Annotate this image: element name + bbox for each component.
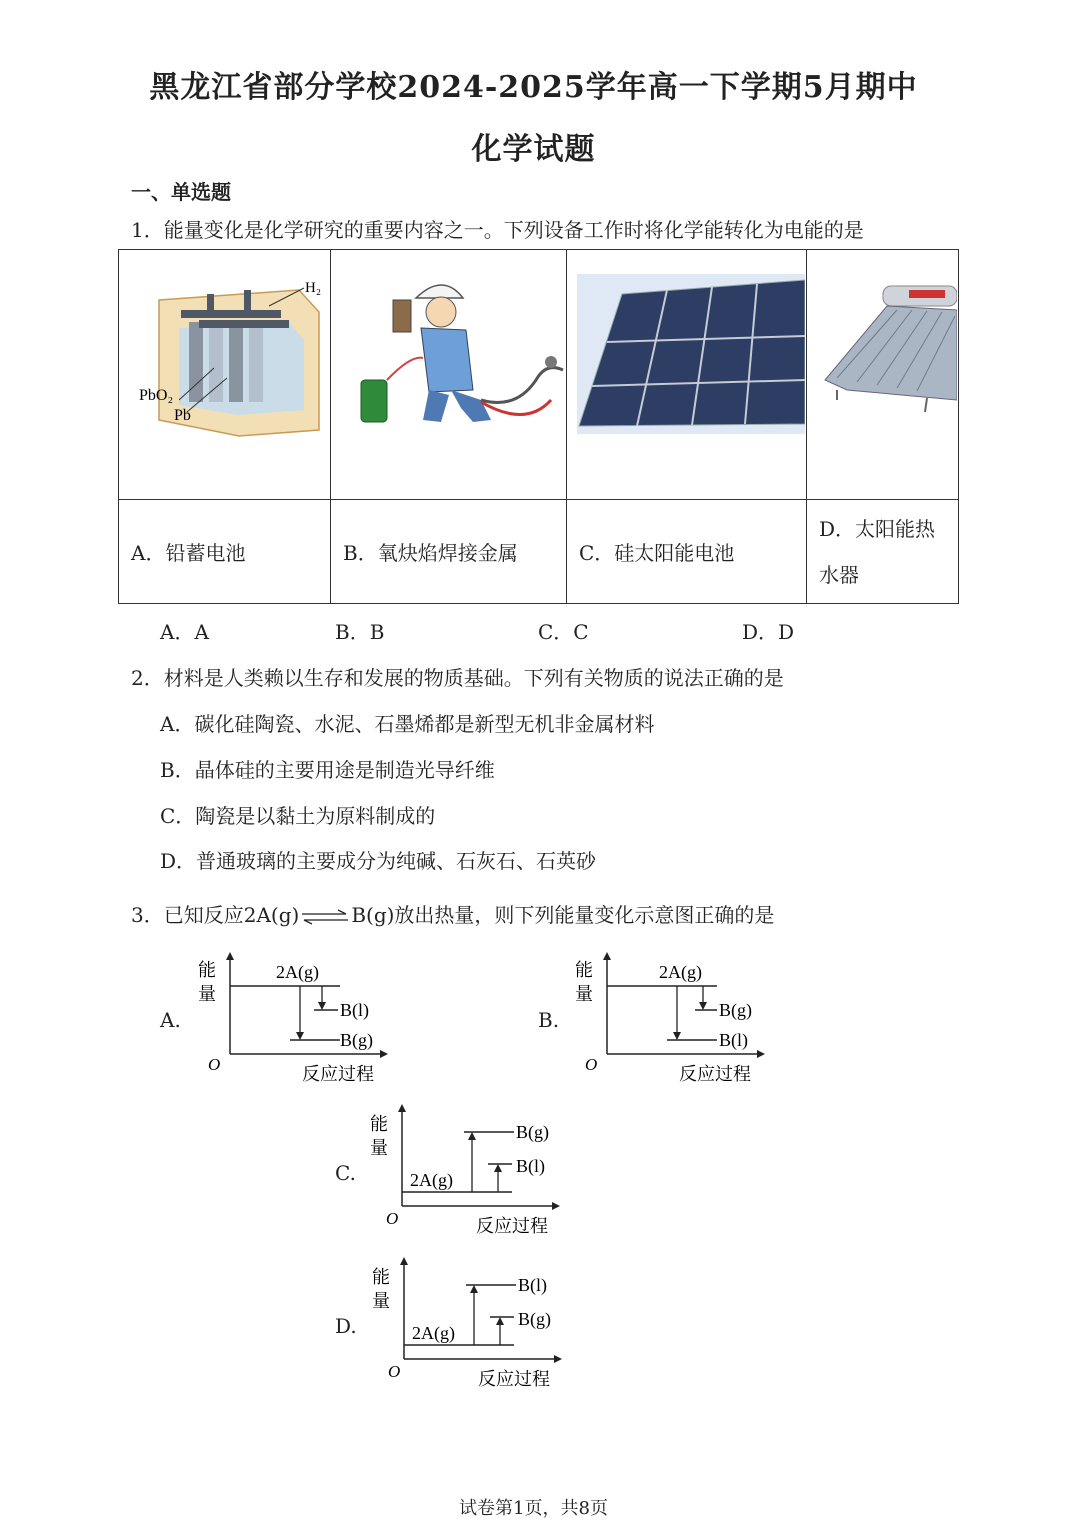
q3-option-a[interactable]: A. xyxy=(160,1008,181,1032)
q2-option-c[interactable]: C．陶瓷是以黏土为原料制成的 xyxy=(160,804,436,828)
q3-stem-pre: 3．已知反应2A(g) xyxy=(131,903,300,927)
lower-product-label: B(g) xyxy=(518,1309,551,1329)
solar-panel-illustration xyxy=(567,250,805,494)
q1-answer-c[interactable]: C．C xyxy=(538,620,589,644)
start-level-label: 2A(g) xyxy=(659,962,702,982)
solar-heater-illustration xyxy=(807,250,957,494)
page-title: 黑龙江省部分学校2024-2025学年高一下学期5月期中 xyxy=(149,70,918,105)
ylabel-1: 能 xyxy=(372,1267,390,1287)
q3-stem-post: B(g)放出热量，则下列能量变化示意图正确的是 xyxy=(351,903,775,927)
page-footer: 试卷第1页，共8页 xyxy=(459,1498,608,1519)
ylabel-1: 能 xyxy=(575,960,593,980)
welding-image xyxy=(331,250,567,500)
ylabel-2: 量 xyxy=(198,984,216,1004)
xlabel: 反应过程 xyxy=(478,1369,550,1389)
ylabel-1: 能 xyxy=(198,960,216,980)
upper-product-label: B(l) xyxy=(340,1000,369,1020)
q3-option-b[interactable]: B. xyxy=(538,1008,560,1032)
q3-option-d[interactable]: D. xyxy=(335,1314,357,1338)
upper-product-label: B(l) xyxy=(518,1275,547,1295)
q2-option-d[interactable]: D．普通玻璃的主要成分为纯碱、石灰石、石英砂 xyxy=(160,849,597,873)
q1-cell-d: D．太阳能热水器 xyxy=(807,500,959,604)
start-level-label: 2A(g) xyxy=(410,1170,453,1190)
xlabel: 反应过程 xyxy=(476,1216,548,1236)
h2-label: H₂ xyxy=(305,280,322,296)
welder-illustration xyxy=(331,250,565,494)
ylabel-2: 量 xyxy=(372,1291,390,1311)
lower-product-label: B(g) xyxy=(340,1030,373,1050)
upper-product-label: B(g) xyxy=(719,1000,752,1020)
solar-panel-image xyxy=(567,250,807,500)
pb-label: Pb xyxy=(174,407,191,424)
xlabel: 反应过程 xyxy=(679,1064,751,1084)
q1-cell-b: B．氧炔焰焊接金属 xyxy=(331,500,567,604)
lead-battery-illustration xyxy=(119,250,329,494)
q2-option-a[interactable]: A．碳化硅陶瓷、水泥、石墨烯都是新型无机非金属材料 xyxy=(160,712,655,736)
origin-label: O xyxy=(386,1209,399,1228)
page-subtitle: 化学试题 xyxy=(471,132,596,167)
ylabel-2: 量 xyxy=(370,1138,388,1158)
lower-product-label: B(l) xyxy=(719,1030,748,1050)
question-1-table xyxy=(118,249,959,604)
ylabel-2: 量 xyxy=(575,984,593,1004)
q3-diagram-d xyxy=(364,1255,574,1395)
origin-label: O xyxy=(585,1055,598,1074)
question-2-stem: 2．材料是人类赖以生存和发展的物质基础。下列有关物质的说法正确的是 xyxy=(131,666,784,690)
origin-label: O xyxy=(208,1055,221,1074)
q1-cell-a: A．铅蓄电池 xyxy=(119,500,331,604)
ylabel-1: 能 xyxy=(370,1114,388,1134)
q1-cell-c: C．硅太阳能电池 xyxy=(567,500,807,604)
upper-product-label: B(g) xyxy=(516,1122,549,1142)
q1-answer-b[interactable]: B．B xyxy=(335,620,385,644)
q3-diagram-b xyxy=(567,950,777,1090)
origin-label: O xyxy=(388,1362,401,1381)
lead-battery-image xyxy=(119,250,331,500)
q2-option-b[interactable]: B．晶体硅的主要用途是制造光导纤维 xyxy=(160,758,495,782)
solar-heater-image xyxy=(807,250,959,500)
q1-answer-d[interactable]: D．D xyxy=(742,620,795,644)
section-heading: 一、单选题 xyxy=(131,180,231,204)
q3-diagram-a xyxy=(190,950,400,1090)
lower-product-label: B(l) xyxy=(516,1156,545,1176)
question-3-stem xyxy=(131,899,774,928)
equilibrium-arrow-icon xyxy=(300,909,350,925)
q3-option-c[interactable]: C. xyxy=(335,1161,356,1185)
pbo2-label: PbO₂ xyxy=(139,387,174,404)
q1-answer-a[interactable]: A．A xyxy=(160,620,209,644)
start-level-label: 2A(g) xyxy=(412,1323,455,1343)
q3-diagram-c xyxy=(362,1102,572,1242)
start-level-label: 2A(g) xyxy=(276,962,319,982)
xlabel: 反应过程 xyxy=(302,1064,374,1084)
question-1-stem: 1．能量变化是化学研究的重要内容之一。下列设备工作时将化学能转化为电能的是 xyxy=(131,218,864,242)
